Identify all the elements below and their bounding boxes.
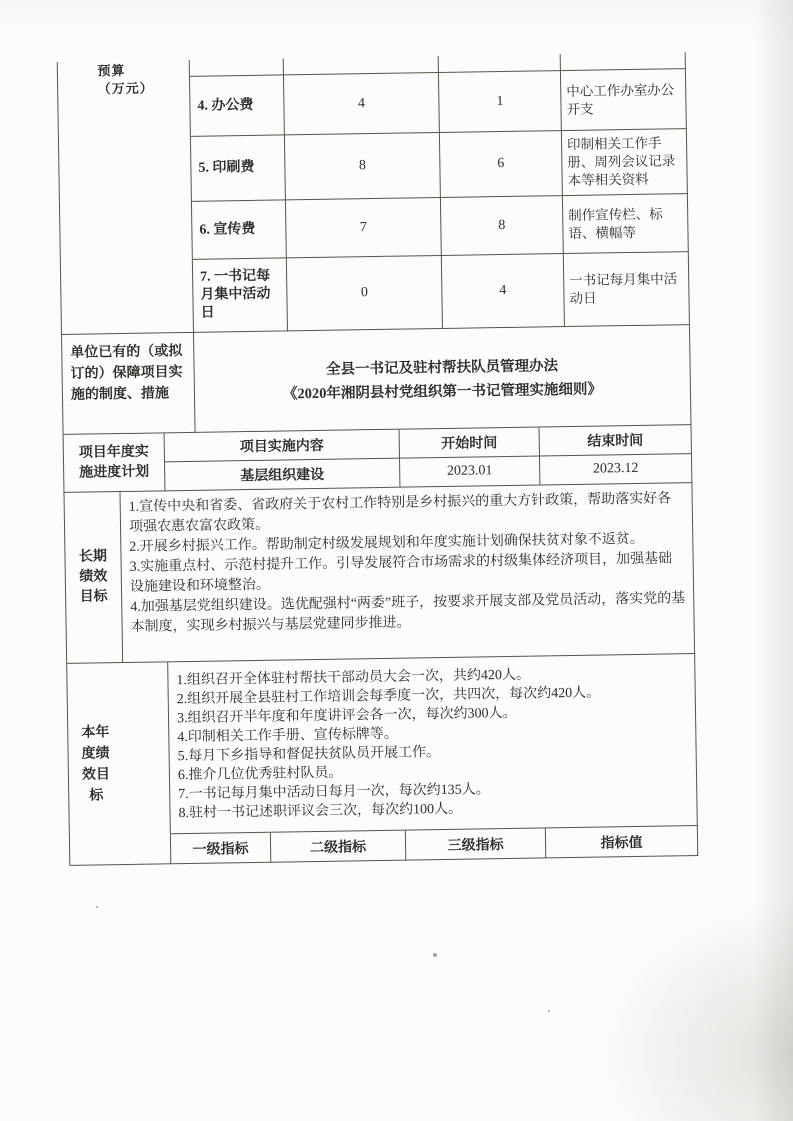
schedule-end-cell: 2023.12	[540, 454, 692, 485]
budget-rows	[190, 52, 690, 333]
budget-label: 预算（万元）	[97, 62, 154, 97]
budget-row	[191, 129, 688, 202]
schedule-table	[165, 425, 693, 491]
budget-item-cell: 4. 办公费	[190, 75, 285, 136]
budget-amount2-cell: 4	[442, 254, 565, 329]
annual-item: 7.一书记每月集中活动日每月一次，每次约135人。	[178, 782, 490, 803]
scan-speck	[433, 953, 437, 957]
annual-item: 4.印制相关工作手册、宣传标牌等。	[177, 726, 398, 746]
schedule-label: 项目年度实施进度计划	[78, 444, 150, 481]
budget-remark-cell: 印制相关工作手册、周列会议记录本等相关资料	[562, 129, 688, 196]
budget-amount1-cell: 4	[284, 73, 440, 135]
safeguard-line: 《2020年湘阴县村党组织第一书记管理实施细则》	[282, 381, 603, 403]
budget-remark-cell: 一书记每月集中活动日	[564, 252, 690, 327]
longterm-label: 长期绩效目标	[78, 549, 108, 605]
indicator-level2-cell: 二级指标	[271, 831, 406, 863]
budget-section	[58, 52, 691, 335]
budget-row	[192, 194, 689, 260]
annual-item: 5.每月下乡指导和督促扶贫队员开展工作。	[177, 745, 441, 765]
schedule-header-start: 开始时间	[400, 427, 540, 458]
budget-row	[190, 69, 687, 137]
annual-label: 本年度绩效目标	[81, 724, 111, 804]
indicator-value-cell: 指标值	[546, 826, 698, 858]
schedule-section	[64, 425, 694, 493]
budget-row	[193, 252, 690, 333]
budget-remark-cell: 制作宣传栏、标语、横幅等	[563, 194, 689, 254]
safeguard-content-cell	[194, 325, 692, 433]
budget-cut-cell	[439, 54, 561, 73]
scan-speck	[548, 1010, 550, 1012]
longterm-content-cell	[120, 483, 695, 663]
budget-amount1-cell: 8	[285, 133, 441, 200]
budget-item-cell: 6. 宣传费	[192, 200, 287, 259]
schedule-header-end: 结束时间	[540, 425, 692, 456]
annual-item: 1.组织召开全体驻村帮扶干部动员大会一次，共约420人。	[176, 667, 531, 689]
safeguard-label-cell: 单位已有的（或拟订的）保障项目实施的制度、措施	[62, 333, 196, 435]
annual-item: 8.驻村一书记述职评议会三次，每次约100人。	[178, 801, 463, 822]
schedule-content-cell: 基层组织建设	[165, 459, 400, 492]
indicator-level3-cell: 三级指标	[406, 828, 546, 860]
scan-speck	[96, 906, 98, 908]
annual-item: 3.组织召开半年度和年度讲评会各一次，每次约300人。	[176, 705, 517, 727]
longterm-section	[64, 483, 696, 664]
indicator-level1-cell: 一级指标	[171, 833, 271, 865]
longterm-item: 3.实施重点村、示范村提升工作。引导发展符合市场需求的村级集体经济项目，加强基础设施建设和环境整治。	[129, 551, 673, 595]
scanned-form-table	[57, 52, 700, 866]
annual-right	[168, 654, 698, 864]
budget-item-cell: 7. 一书记每月集中活动日	[193, 258, 288, 332]
schedule-header-content: 项目实施内容	[165, 430, 400, 463]
safeguard-line: 全县一书记及驻村帮扶队员管理办法	[325, 358, 559, 378]
annual-item: 6.推介几位优秀驻村队员。	[177, 765, 343, 784]
longterm-label-cell	[64, 492, 123, 664]
schedule-label-cell	[64, 433, 166, 493]
schedule-start-cell: 2023.01	[400, 456, 540, 487]
budget-remark-cell: 中心工作办室办公开支	[561, 69, 687, 131]
safeguard-section	[62, 325, 692, 435]
annual-content-cell	[168, 654, 698, 834]
budget-cut-cell	[561, 52, 686, 71]
budget-amount2-cell: 1	[439, 71, 562, 133]
longterm-item: 1.宣传中央和省委、省政府关于农村工作特别是乡村振兴的重大方针政策，帮助落实好各项强农惠农富农政策。	[128, 491, 672, 535]
budget-amount2-cell: 6	[440, 131, 563, 198]
budget-label-cell	[58, 60, 194, 335]
annual-section	[67, 654, 699, 866]
budget-item-cell: 5. 印刷费	[191, 135, 286, 201]
budget-amount1-cell: 7	[286, 198, 442, 258]
longterm-item: 4.加强基层党组织建设。选优配强村“两委”班子，按要求开展支部及党员活动，落实党的基本制度，实现乡村振兴与基层党建同步推进。	[130, 591, 686, 635]
budget-amount2-cell: 8	[441, 196, 564, 256]
annual-item: 2.组织开展全县驻村工作培训会每季度一次，共四次，每次约420人。	[176, 685, 601, 708]
longterm-item: 2.开展乡村振兴工作。帮助制定村级发展规划和年度实施计划确保扶贫对象不返贫。	[129, 531, 644, 555]
budget-amount1-cell: 0	[287, 256, 443, 331]
budget-cut-cell	[190, 58, 284, 76]
annual-label-cell	[67, 662, 171, 866]
